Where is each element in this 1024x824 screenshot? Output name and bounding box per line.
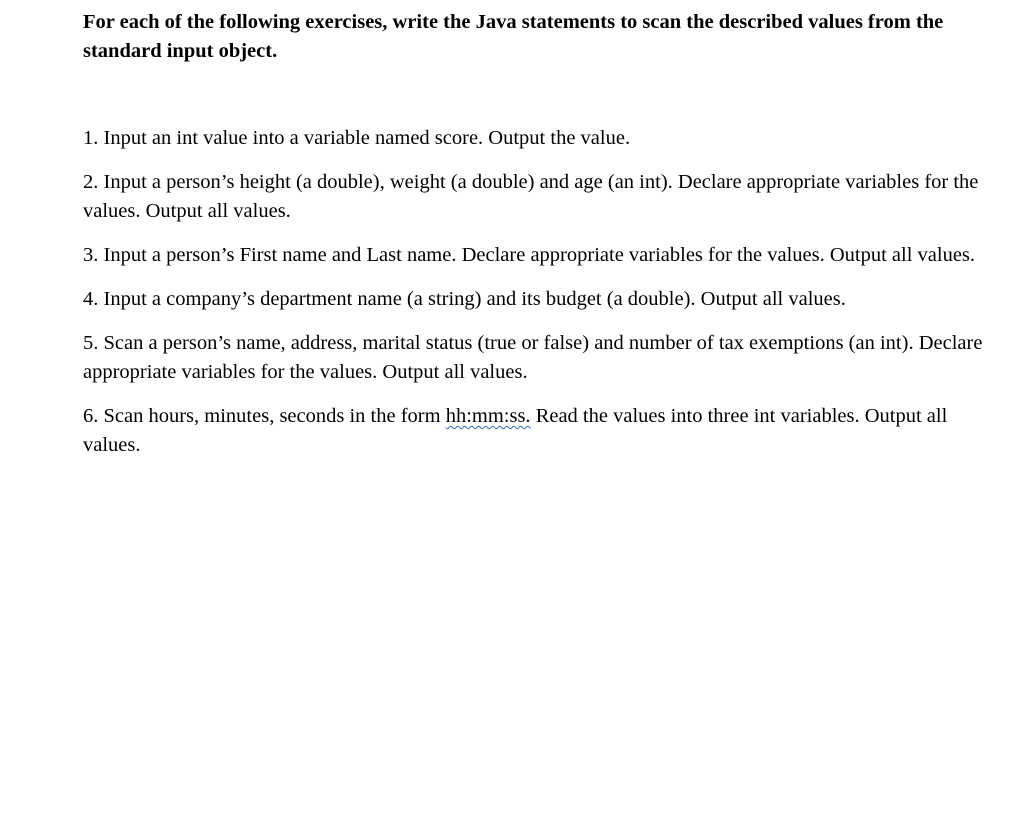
exercise-2: 2. Input a person’s height (a double), weight (a double) and age (an int). Declare appropriate variables for the values. Output all values. (83, 171, 979, 222)
spellcheck-flagged-word[interactable]: hh:mm:ss. (445, 405, 531, 427)
exercise-1: 1. Input an int value into a variable named score. Output the value. (83, 127, 631, 149)
instructions-heading: For each of the following exercises, write the Java statements to scan the described values from the standard input object. (83, 11, 944, 62)
exercise-6-text-end: Read the values into three int variables. Output all values. (83, 405, 948, 456)
document-page (83, 8, 983, 475)
exercise-6-text-start: 6. Scan hours, minutes, seconds in the form (83, 405, 446, 427)
exercise-list (83, 124, 983, 460)
exercise-5: 5. Scan a person’s name, address, marital status (true or false) and number of tax exemptions (an int). Declare appropriate variables for the values. Output all values. (83, 332, 983, 383)
exercise-3: 3. Input a person’s First name and Last name. Declare appropriate variables for the values. Output all values. (83, 244, 976, 266)
exercise-6 (83, 402, 983, 460)
exercise-4: 4. Input a company’s department name (a string) and its budget (a double). Output all values. (83, 288, 846, 310)
